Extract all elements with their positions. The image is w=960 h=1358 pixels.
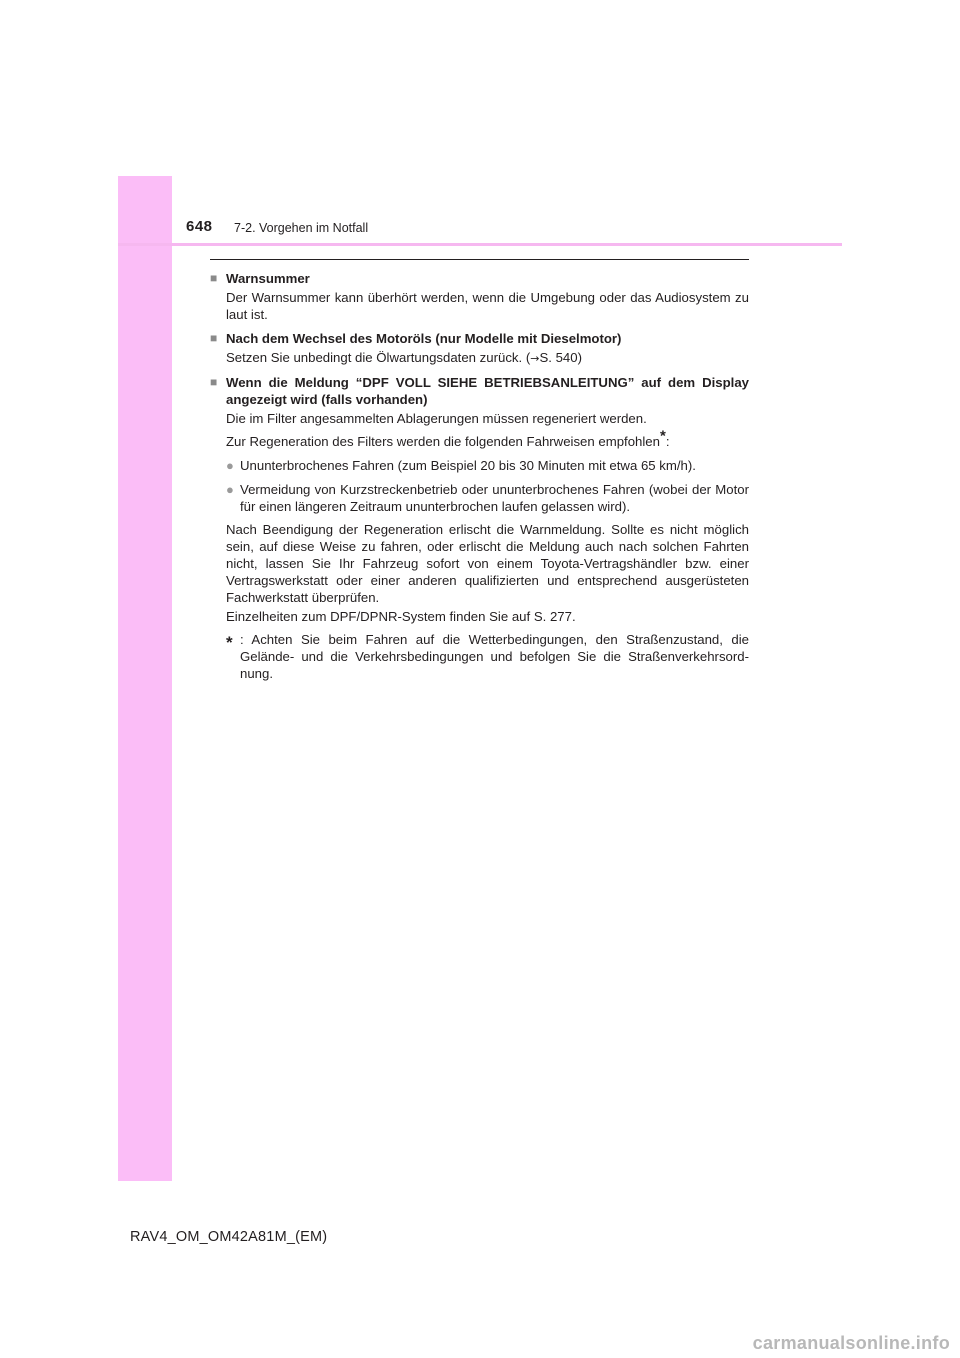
colon: : <box>665 434 670 449</box>
content-divider <box>210 259 749 260</box>
paragraph <box>210 427 749 450</box>
paragraph: Einzelheiten zum DPF/DPNR-System finden Sie auf S. 277. <box>226 609 576 624</box>
round-bullet-icon: ● <box>226 458 234 473</box>
watermark: carmanualsonline.info <box>752 1333 950 1353</box>
paragraph: Die im Filter angesammelten Ablagerungen müssen regeneriert werden. <box>226 411 647 426</box>
round-bullet-icon: ● <box>226 482 234 497</box>
list-item-text: Vermeidung von Kurzstreckenbetrieb oder ununterbrochenes Fahren (wobei der Motor für einen längeren Zeitraum ununterbrochen laufen gelassen wird). <box>240 482 749 514</box>
paragraph-text: Setzen Sie unbedingt die Ölwartungsdaten zurück. ( <box>226 350 531 365</box>
section-title: 7-2. Vorgehen im Notfall <box>234 221 369 235</box>
heading-text: Warnsummer <box>226 271 310 286</box>
paragraph: Der Warnsummer kann überhört werden, wenn die Umgebung oder das Audiosystem zu laut ist. <box>226 290 749 322</box>
list-item <box>210 481 749 515</box>
footnote <box>210 631 749 682</box>
paragraph <box>210 349 749 367</box>
page-reference: S. 540) <box>539 350 582 365</box>
arrow-right-icon: → <box>530 352 540 365</box>
list-item-text: Ununterbrochenes Fahren (zum Beispiel 20 bis 30 Minuten mit etwa 65 km/h). <box>240 458 696 473</box>
square-bullet-icon: ■ <box>210 331 218 345</box>
list-item <box>210 457 749 474</box>
header-rule <box>118 243 842 246</box>
chapter-tab-band <box>118 176 172 1181</box>
heading-dpf-message <box>210 374 749 408</box>
heading-oil-change <box>210 330 749 347</box>
page-content <box>210 270 749 682</box>
heading-warnsummer <box>210 270 749 287</box>
footnote-star: * <box>226 633 233 652</box>
document-code: RAV4_OM_OM42A81M_(EM) <box>130 1229 328 1245</box>
heading-text: Nach dem Wechsel des Motoröls (nur Modelle mit Dieselmotor) <box>226 331 622 346</box>
square-bullet-icon: ■ <box>210 375 218 389</box>
paragraph: Nach Beendigung der Regeneration erlischt die Warnmeldung. Sollte es nicht möglich sein, auf diese Weise zu fahren, oder erlischt die Meldung auch nach solchen Fahrten nicht, lassen Sie Ihr Fahrzeug sofort von einem Toyota-Vertragshändler bzw. einer Vertragswerkstatt oder einer anderen qualifizierten und entsprechend ausgerüsteten Fachwerkstatt überprüfen. <box>226 522 749 605</box>
paragraph-text: Zur Regeneration des Filters werden die folgenden Fahrweisen empfohlen <box>226 434 660 449</box>
footnote-marker: * <box>659 427 666 445</box>
heading-text: Wenn die Meldung “DPF VOLL SIEHE BETRIEBSANLEITUNG” auf dem Display angezeigt wird (falls vorhanden) <box>226 375 749 407</box>
footnote-text: : Achten Sie beim Fahren auf die Wetterbedingungen, den Straßenzustand, die Gelände- und die Verkehrsbedingungen und befolgen Sie die Straßenverkehrsord-nung. <box>240 632 749 681</box>
footnote-marker <box>226 631 240 682</box>
square-bullet-icon: ■ <box>210 271 218 285</box>
page-number: 648 <box>186 218 213 235</box>
